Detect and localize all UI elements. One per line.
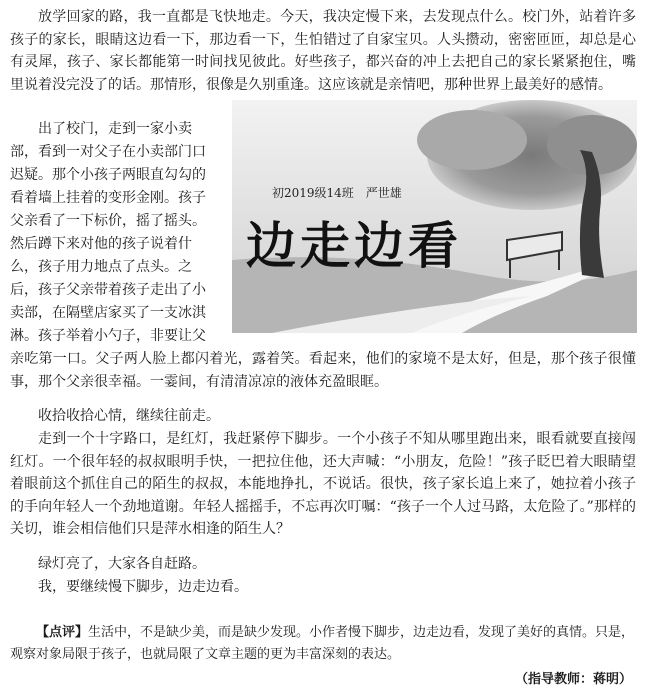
paragraph-5: 绿灯亮了，大家各自赶路。: [38, 556, 206, 572]
paragraph-2-line-7: 么，孩子用力地点了点头。之: [10, 259, 192, 275]
paragraph-3: 收拾收拾心情，继续往前走。: [38, 408, 220, 424]
paragraph-2-line-2: 部，看到一对父子在小卖部门口: [10, 144, 206, 160]
paragraph-6: 我，要继续慢下脚步，边走边看。: [38, 579, 248, 595]
author-byline: 初2019级14班 严世雄: [272, 186, 402, 200]
paragraph-2-continued: 亲吃第一口。父子两人脸上都闪着光，露着笑。看起来，他们的家境不是太好，但是，那个孩子很懂事，那个父亲很幸福。一霎间，有清清凉凉的液体充盈眼眶。: [10, 351, 636, 390]
instructor-credit: （指导教师：蒋明）: [514, 672, 632, 687]
comment-text: 生活中，不是缺少美，而是缺少发现。小作者慢下脚步，边走边看，发现了美好的真情。只是，观察对象局限于孩子，也就局限了文章主题的更为丰富深刻的表达。: [10, 625, 635, 662]
editor-comment: [10, 622, 636, 666]
paragraph-2-line-9: 卖部，在隔壁店家买了一支冰淇: [10, 305, 206, 321]
paragraph-1: 放学回家的路，我一直都是飞快地走。今天，我决定慢下来，去发现点什么。校门外，站着许多孩子的家长，眼睛这边看一下，那边看一下，生怕错过了自家宝贝。人头攒动，密密匝匝，却总是心有灵犀，孩子、家长都能第一时间找见彼此。好些孩子，都兴奋的冲上去把自己的家长紧紧抱住，嘴里说着没完没了的话。那情形，很像是久别重逢。这应该就是亲情吧，那种世界上最美好的感情。: [10, 9, 636, 93]
paragraph-2-line-1: 出了校门，走到一家小卖: [38, 121, 192, 137]
paragraph-2-line-6: 然后蹲下来对他的孩子说着什: [10, 236, 192, 252]
paragraph-2-line-10: 淋。孩子举着小勺子，非要让父: [10, 328, 206, 344]
paragraph-2-line-5: 父亲看了一下标价，摇了摇头。: [10, 213, 206, 229]
comment-tag: 【点评】: [36, 625, 89, 640]
article-title: 边走边看: [246, 217, 462, 275]
paragraph-2-line-8: 后，孩子父亲带着孩子走出了小: [10, 282, 206, 298]
paragraph-4: 走到一个十字路口，是红灯，我赶紧停下脚步。一个小孩子不知从哪里跑出来，眼看就要直接闯红灯。一个很年轻的叔叔眼明手快，一把拉住他，还大声喊：“小朋友，危险！”孩子眨巴着大眼睛望着眼前这个抓住自己的陌生的叔叔，本能地挣扎，不说话。很快，孩子家长追上来了，她拉着小孩子的手向年轻人一个劲地道谢。年轻人摇摇手，不忘再次叮嘱：“孩子一个人过马路，太危险了。”那样的关切，谁会相信他们只是萍水相逢的陌生人？: [10, 431, 636, 538]
paragraph-2-line-4: 看着墙上挂着的变形金刚。孩子: [10, 190, 206, 206]
paragraph-2-line-3: 迟疑。那个小孩子两眼直勾勾的: [10, 167, 206, 183]
